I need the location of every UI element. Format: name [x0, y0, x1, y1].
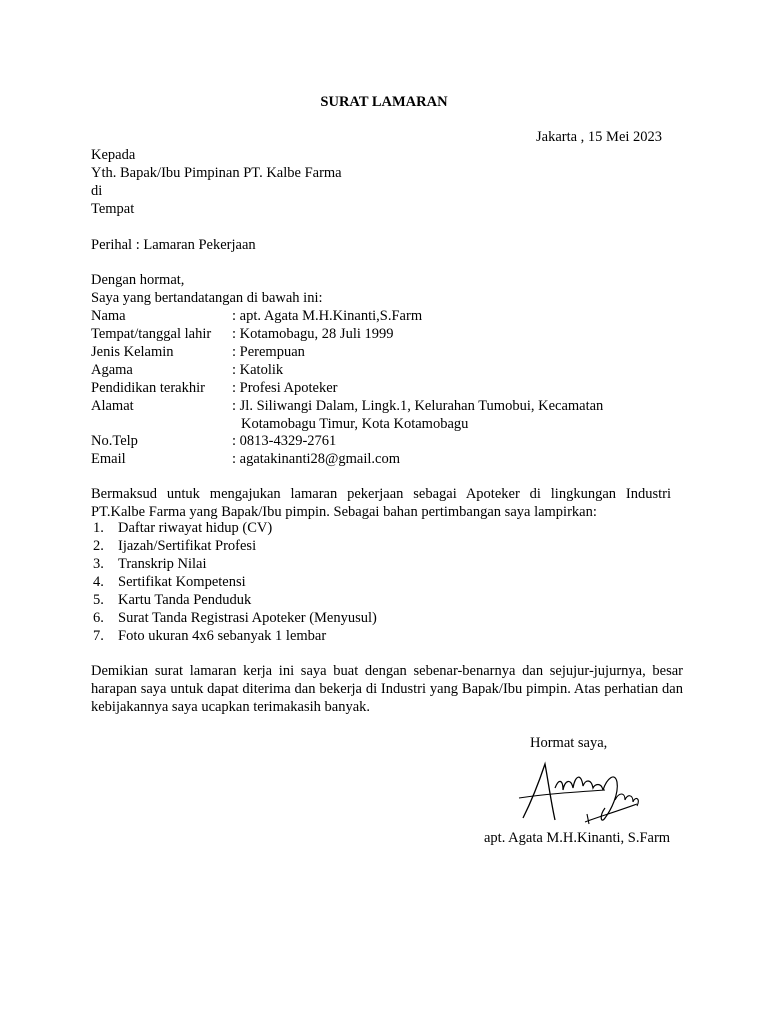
- body-paragraph: Bermaksud untuk mengajukan lamaran pekerjaan sebagai Apoteker di lingkungan Industri PT.Kalbe Farma yang Bapak/Ibu pimpin. Sebagai bahan pertimbangan saya lampirkan:: [91, 486, 671, 520]
- list-number: 2.: [93, 538, 104, 554]
- field-value: : 0813-4329-2761: [232, 433, 337, 449]
- list-text: Sertifikat Kompetensi: [118, 574, 246, 590]
- field-value: : Kotamobagu, 28 Juli 1999: [232, 326, 394, 342]
- greeting: Dengan hormat,: [91, 272, 185, 288]
- list-number: 3.: [93, 556, 104, 572]
- field-label: Tempat/tanggal lahir: [91, 326, 212, 342]
- field-row-email: [91, 450, 691, 468]
- field-label: Nama: [91, 308, 126, 324]
- list-text: Surat Tanda Registrasi Apoteker (Menyusul): [118, 610, 377, 626]
- field-row-ttl: [91, 325, 691, 343]
- recipient-line-2: Yth. Bapak/Ibu Pimpinan PT. Kalbe Farma: [91, 165, 342, 181]
- field-value: : agatakinanti28@gmail.com: [232, 451, 400, 467]
- letter-date: Jakarta , 15 Mei 2023: [536, 129, 663, 145]
- list-number: 7.: [93, 628, 104, 644]
- signature-stroke: [523, 764, 555, 820]
- subject-line: Perihal : Lamaran Pekerjaan: [91, 237, 256, 253]
- signature-stroke: [555, 777, 603, 790]
- list-number: 1.: [93, 520, 104, 536]
- closing-paragraph: Demikian surat lamaran kerja ini saya buat dengan sebenar-benarnya dan sejujur-jujurnya, besar harapan saya untuk dapat diterima dan bekerja di Industri yang Bapak/Ibu pimpin. Atas perhatian dan kebijakannya saya ucapkan terimakasih banyak.: [91, 663, 683, 715]
- field-row-telp: [91, 432, 691, 450]
- field-label: Email: [91, 451, 126, 467]
- list-number: 5.: [93, 592, 104, 608]
- field-label: Jenis Kelamin: [91, 344, 174, 360]
- signature-stroke: [519, 790, 605, 798]
- field-row-jenis-kelamin: [91, 343, 691, 361]
- list-number: 4.: [93, 574, 104, 590]
- field-label: Pendidikan terakhir: [91, 380, 205, 396]
- closing-greeting: Hormat saya,: [530, 735, 608, 751]
- list-number: 6.: [93, 610, 104, 626]
- signer-name: apt. Agata M.H.Kinanti, S.Farm: [484, 830, 671, 846]
- recipient-line-4: Tempat: [91, 201, 135, 217]
- field-value: : apt. Agata M.H.Kinanti,S.Farm: [232, 308, 423, 324]
- field-value: : Perempuan: [232, 344, 305, 360]
- letter-title: SURAT LAMARAN: [320, 94, 448, 110]
- intro-line: Saya yang bertandatangan di bawah ini:: [91, 290, 323, 306]
- list-text: Ijazah/Sertifikat Profesi: [118, 538, 257, 554]
- field-value: : Katolik: [232, 362, 284, 378]
- handwritten-signature: [515, 758, 645, 828]
- field-row-pendidikan: [91, 379, 691, 397]
- field-row-alamat: [91, 397, 691, 433]
- list-text: Transkrip Nilai: [118, 556, 207, 572]
- list-text: Kartu Tanda Penduduk: [118, 592, 252, 608]
- field-value: : Jl. Siliwangi Dalam, Lingk.1, Kelurahan Tumobui, Kecamatan: [232, 398, 604, 414]
- recipient-line-3: di: [91, 183, 103, 199]
- list-text: Foto ukuran 4x6 sebanyak 1 lembar: [118, 628, 327, 644]
- field-label: Agama: [91, 362, 133, 378]
- field-row-agama: [91, 361, 691, 379]
- field-value: : Profesi Apoteker: [232, 380, 338, 396]
- field-row-nama: [91, 307, 691, 325]
- field-label: No.Telp: [91, 433, 138, 449]
- recipient-line-1: Kepada: [91, 147, 136, 163]
- list-text: Daftar riwayat hidup (CV): [118, 520, 273, 536]
- field-value-continuation: Kotamobagu Timur, Kota Kotamobagu: [241, 416, 469, 432]
- field-label: Alamat: [91, 398, 134, 414]
